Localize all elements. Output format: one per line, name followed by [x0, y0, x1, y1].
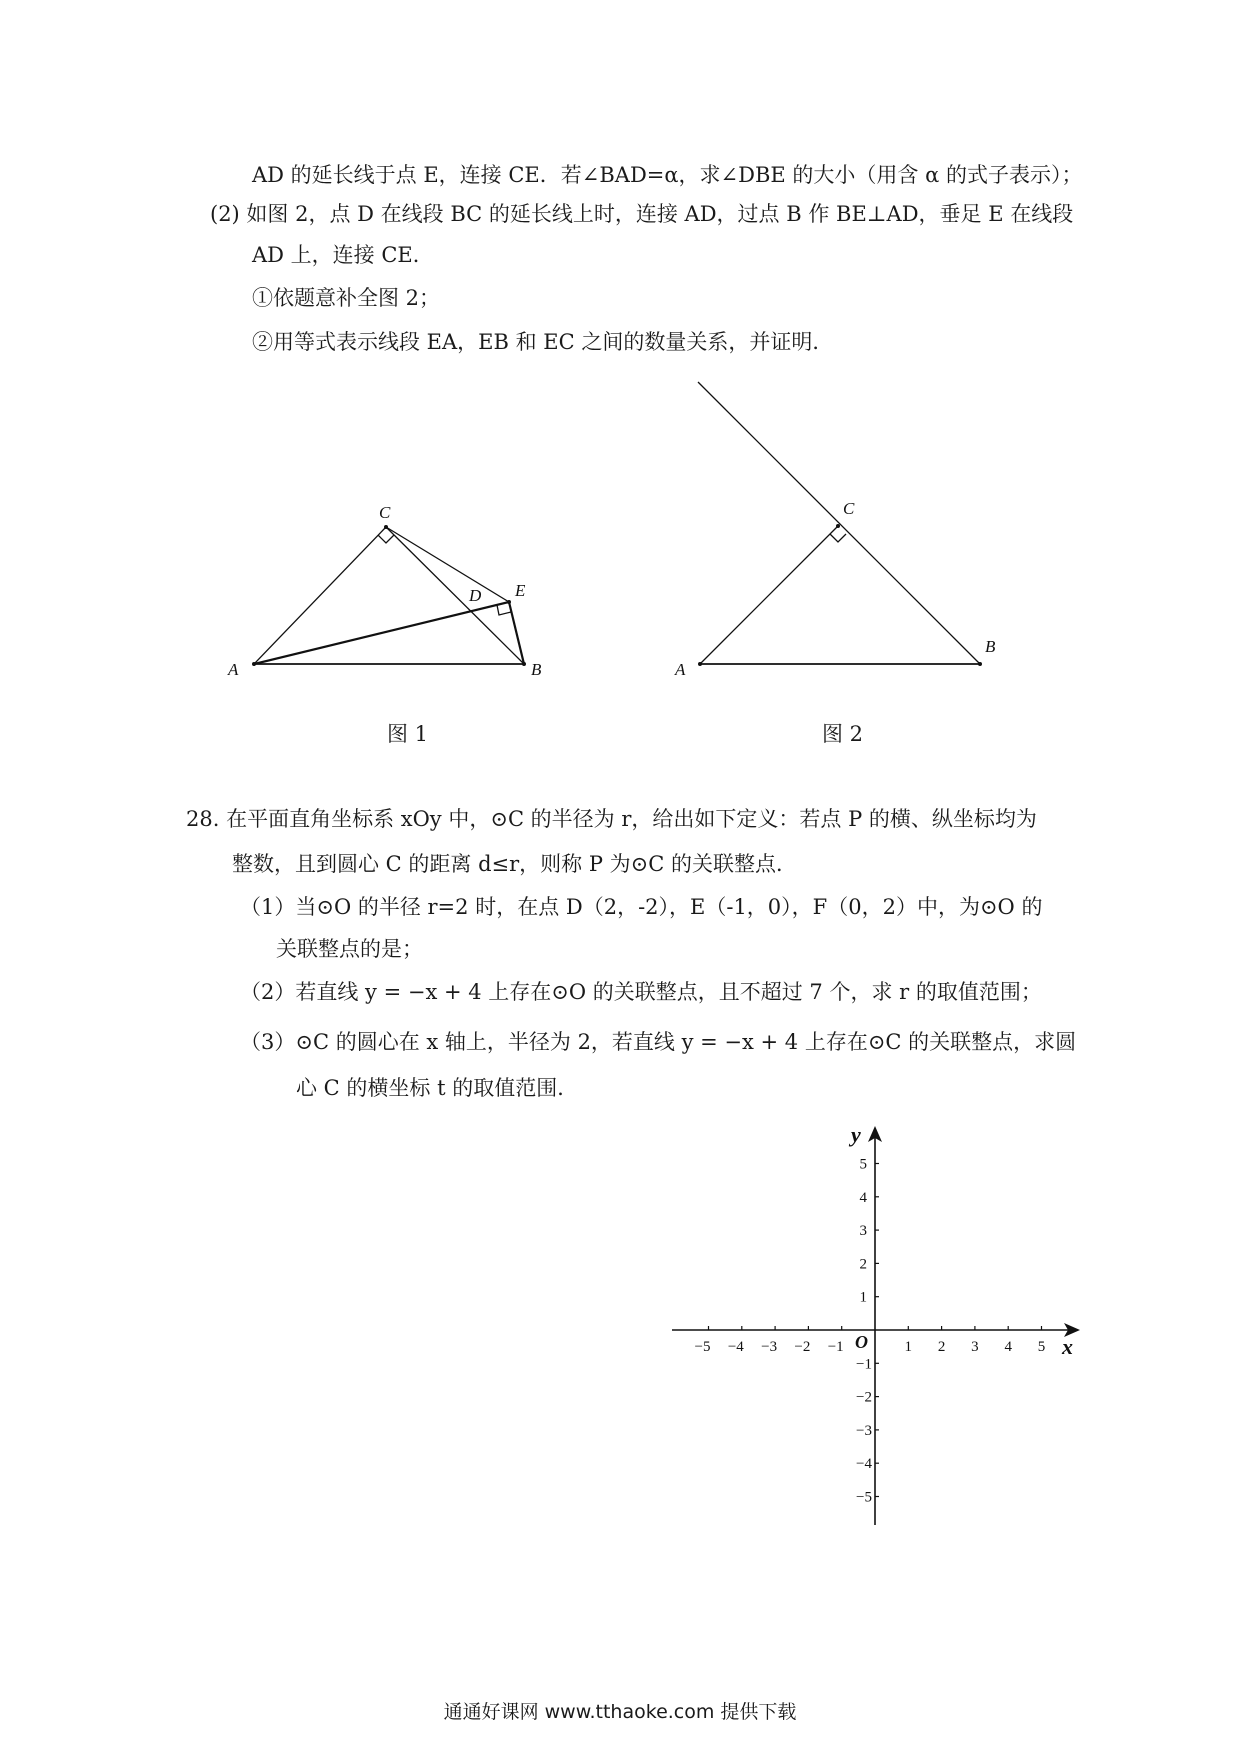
x-axis-label: x	[1062, 1334, 1073, 1359]
y-tick-label: −4	[856, 1456, 872, 1473]
point-a	[698, 662, 702, 666]
x-tick-label: 5	[1037, 1339, 1046, 1355]
q27-text-line-1: AD 的延长线于点 E，连接 CE．若∠BAD=α，求∠DBE 的大小（用含 α 的式子表示）；	[252, 163, 1083, 187]
point-b	[522, 662, 526, 666]
segment-ac	[700, 526, 838, 664]
figure-1	[220, 500, 580, 740]
label-c: C	[843, 499, 855, 518]
x-tick-label: 1	[904, 1339, 913, 1355]
label-d: D	[469, 586, 482, 605]
segment-ce	[386, 527, 509, 602]
q27-part2-line-1: (2) 如图 2，点 D 在线段 BC 的延长线上时，连接 AD，过点 B 作 BE⊥AD，垂足 E 在线段	[210, 202, 1074, 226]
figure-2	[670, 370, 1010, 680]
label-e: E	[515, 581, 526, 600]
figure-2-caption: 图 2	[822, 722, 864, 746]
segment-ac	[254, 527, 386, 664]
label-a: A	[228, 660, 239, 679]
origin-label: O	[855, 1332, 868, 1352]
y-tick-label: 5	[859, 1156, 867, 1173]
y-tick-label: −1	[856, 1356, 872, 1373]
label-a: A	[675, 660, 686, 679]
q28-part3-line-1: （3）⊙C 的圆心在 x 轴上，半径为 2，若直线 y = −x + 4 上存在⊙C 的关联整点，求圆	[240, 1030, 1077, 1054]
y-tick-label: 1	[859, 1289, 867, 1306]
x-tick-label: −1	[827, 1339, 844, 1355]
q28-line-1: 28. 在平面直角坐标系 xOy 中，⊙C 的半径为 r，给出如下定义：若点 P 的横、纵坐标均为	[186, 807, 1037, 831]
right-angle-mark-c	[378, 535, 394, 543]
point-b	[978, 662, 982, 666]
y-axis-label: y	[851, 1122, 861, 1147]
segment-be	[509, 602, 524, 664]
x-tick-label: 4	[1004, 1339, 1012, 1355]
q27-part2-step-2: ②用等式表示线段 EA，EB 和 EC 之间的数量关系，并证明．	[252, 330, 834, 354]
segment-cb	[386, 527, 524, 664]
x-tick-label: −3	[761, 1339, 778, 1355]
label-c: C	[379, 503, 391, 522]
x-tick-label: −2	[794, 1339, 811, 1355]
segment-bc-extended	[698, 382, 980, 664]
point-c	[836, 524, 840, 528]
q28-part3-line-2: 心 C 的横坐标 t 的取值范围．	[296, 1076, 579, 1100]
q28-part1-line-1: （1）当⊙O 的半径 r=2 时，在点 D（2，-2），E（-1，0），F（0，2）中，为⊙O 的	[240, 895, 1043, 919]
y-tick-label: −5	[856, 1489, 872, 1506]
q28-part1-line-2: 关联整点的是；	[276, 937, 423, 961]
right-angle-mark-c	[830, 534, 846, 542]
q28-line-2: 整数，且到圆心 C 的距离 d≤r，则称 P 为⊙C 的关联整点．	[232, 852, 797, 876]
page-footer: 通通好课网 www.tthaoke.com 提供下载	[443, 1701, 797, 1723]
figure-1-caption: 图 1	[387, 722, 429, 746]
q27-part2-step-1: ①依题意补全图 2；	[252, 286, 441, 310]
label-b: B	[985, 637, 996, 656]
x-tick-label: 2	[937, 1339, 946, 1355]
point-a	[252, 662, 256, 666]
label-b: B	[531, 660, 542, 679]
y-tick-label: 3	[859, 1223, 867, 1240]
y-tick-label: 2	[859, 1256, 867, 1273]
y-tick-label: −2	[856, 1389, 872, 1406]
segment-ae	[254, 602, 509, 664]
x-tick-label: 3	[971, 1339, 979, 1355]
q28-part2: （2）若直线 y = −x + 4 上存在⊙O 的关联整点，且不超过 7 个，求 r 的取值范围；	[240, 980, 1042, 1004]
coordinate-plane	[660, 1110, 1100, 1530]
y-tick-label: −3	[856, 1422, 872, 1439]
point-e	[507, 600, 511, 604]
right-angle-mark-e	[497, 605, 511, 615]
x-tick-label: −5	[694, 1339, 711, 1355]
y-tick-label: 4	[859, 1189, 867, 1206]
q27-part2-line-2: AD 上，连接 CE．	[252, 243, 434, 267]
point-c	[384, 525, 388, 529]
x-tick-label: −4	[727, 1339, 744, 1355]
